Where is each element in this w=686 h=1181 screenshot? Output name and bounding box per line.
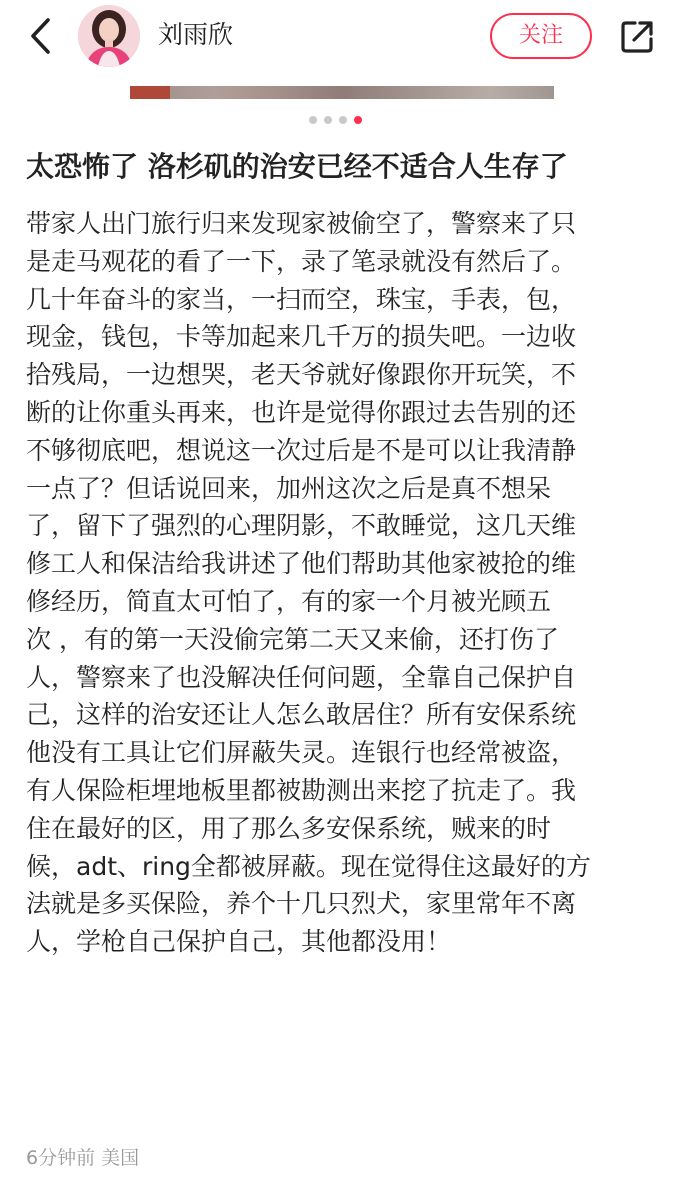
post-location: 美国 [101, 1147, 140, 1169]
author-avatar[interactable] [78, 5, 140, 67]
post-title: 太恐怖了 洛杉矶的治安已经不适合人生存了 [26, 150, 568, 183]
body-line: 几十年奋斗的家当，一扫而空，珠宝，手表，包， [26, 284, 577, 314]
post-time: 6分钟前 [26, 1147, 96, 1169]
carousel-dot [339, 116, 347, 124]
carousel-dot [309, 116, 317, 124]
body-line: 一点了？但话说回来，加州这次之后是真不想呆 [26, 473, 552, 503]
body-line: 人，警察来了也没解决任何问题，全靠自己保护自 [26, 662, 577, 692]
body-line: 现金，钱包，卡等加起来几千万的损失吧。一边收 [26, 322, 577, 352]
body-line: 法就是多买保险，养个十几只烈犬，家里常年不离 [26, 889, 577, 919]
image-edge [130, 86, 170, 99]
back-button[interactable] [22, 14, 58, 58]
body-line: 修经历，简直太可怕了，有的家一个月被光顾五 [26, 586, 552, 616]
share-button[interactable] [614, 14, 660, 60]
body-line: 不够彻底吧，想说这一次过后是不是可以让我清静 [26, 435, 577, 465]
body-line: 他没有工具让它们屏蔽失灵。连银行也经常被盗， [26, 738, 577, 768]
body-line: 了，留下了强烈的心理阴影，不敢睡觉，这几天维 [26, 511, 577, 541]
post-image-carousel[interactable] [130, 86, 554, 99]
follow-button[interactable]: 关注 [490, 13, 592, 59]
body-line: 断的让你重头再来，也许是觉得你跟过去告别的还 [26, 397, 577, 427]
body-line: 拾残局，一边想哭，老天爷就好像跟你开玩笑，不 [26, 360, 577, 390]
body-line: 候，adt、ring全都被屏蔽。现在觉得住这最好的方 [26, 851, 591, 881]
body-line: 己，这样的治安还让人怎么敢居住？所有安保系统 [26, 700, 577, 730]
post-body [26, 205, 660, 961]
body-line: 有人保险柜埋地板里都被勘测出来挖了抗走了。我 [26, 775, 577, 805]
body-line: 次 ，有的第一天没偷完第二天又来偷，还打伤了 [26, 624, 559, 654]
post-meta [26, 1145, 139, 1171]
avatar-image [78, 5, 140, 67]
body-line: 是走马观花的看了一下，录了笔录就没有然后了。 [26, 246, 577, 276]
body-line: 带家人出门旅行归来发现家被偷空了，警察来了只 [26, 209, 577, 238]
body-line: 修工人和保洁给我讲述了他们帮助其他家被抢的维 [26, 549, 577, 579]
share-icon [618, 18, 656, 56]
body-line: 人，学枪自己保护自己，其他都没用！ [26, 927, 452, 957]
author-name[interactable]: 刘雨欣 [158, 20, 234, 49]
body-line: 住在最好的区，用了那么多安保系统，贼来的时 [26, 813, 552, 843]
carousel-dot [324, 116, 332, 124]
carousel-dot-active [354, 116, 362, 124]
top-nav-bar [0, 0, 686, 78]
carousel-indicator [309, 116, 362, 124]
chevron-left-icon [28, 16, 52, 56]
